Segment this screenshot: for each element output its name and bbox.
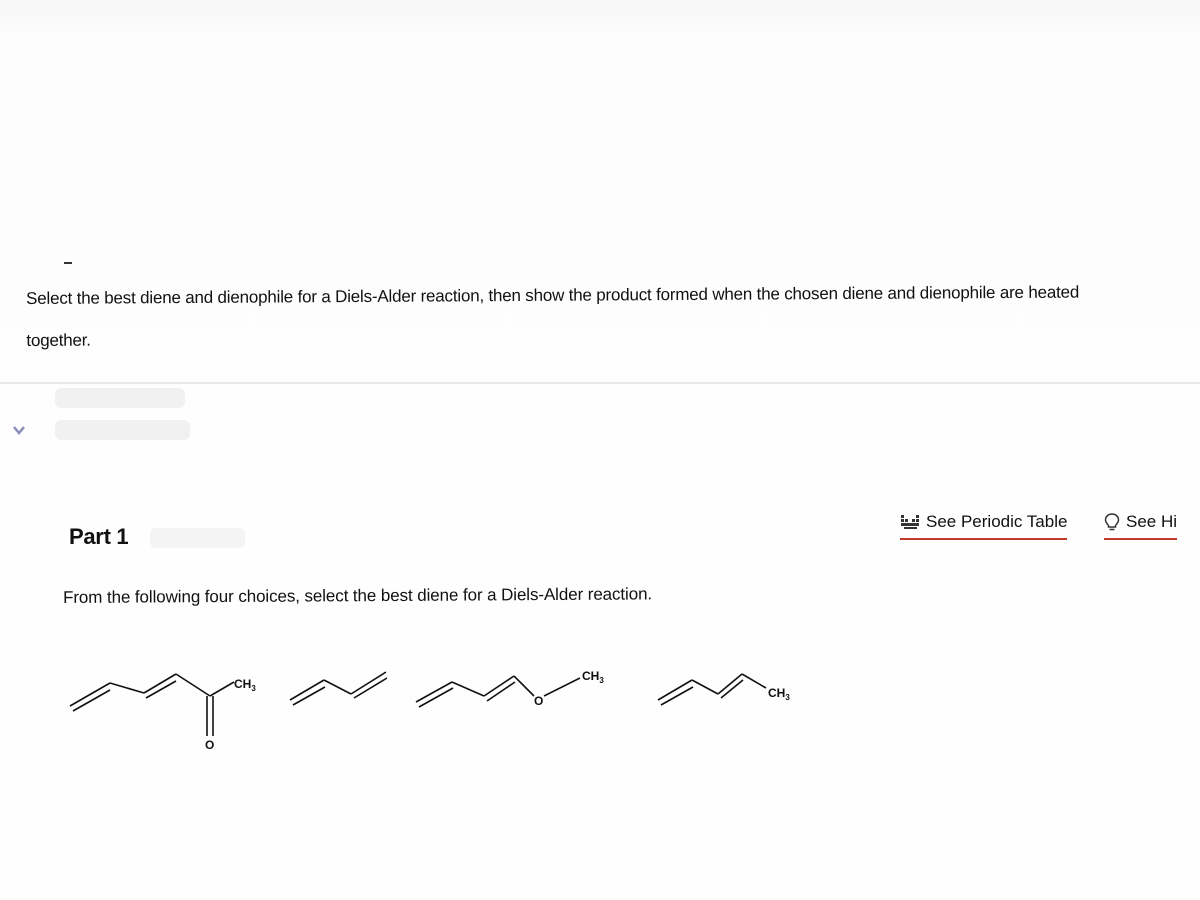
choice-1-oxygen-label: O xyxy=(205,738,215,752)
lightbulb-icon xyxy=(1104,513,1120,531)
see-periodic-table-label: See Periodic Table xyxy=(926,512,1068,531)
choice-2-structure[interactable] xyxy=(288,660,398,720)
choice-3-ch3-label: $CH_3$ xyxy=(582,669,604,685)
question-line-2: together. xyxy=(26,330,91,350)
see-hint-label: See Hi xyxy=(1126,512,1178,531)
part-title: Part 1 xyxy=(69,524,129,549)
question-line-1: Select the best diene and dienophile for a Diels-Alder reaction, then show the product formed when the chosen diene and dienophile are heated xyxy=(26,282,1080,308)
choice-3-structure[interactable] xyxy=(414,660,644,730)
blurred-nav-item xyxy=(55,420,190,440)
choice-1-ch3-label: $CH_3$ xyxy=(234,677,256,693)
see-periodic-table-link[interactable] xyxy=(900,512,1067,540)
question-text xyxy=(26,271,1176,362)
decorative-dash xyxy=(64,262,72,264)
choice-4-structure[interactable] xyxy=(656,660,806,720)
blurred-badge xyxy=(150,528,245,548)
choice-4-ch3-label: $CH_3$ xyxy=(768,686,790,702)
periodic-table-icon xyxy=(900,514,920,530)
choice-3-oxygen-label: O xyxy=(534,694,544,708)
section-divider xyxy=(0,382,1200,384)
choice-1-structure[interactable] xyxy=(66,660,286,760)
blurred-nav-item xyxy=(55,388,185,408)
see-hint-link[interactable] xyxy=(1104,512,1177,540)
chevron-down-icon[interactable] xyxy=(12,425,26,435)
part-instruction: From the following four choices, select the best diene for a Diels-Alder reaction. xyxy=(63,584,653,607)
